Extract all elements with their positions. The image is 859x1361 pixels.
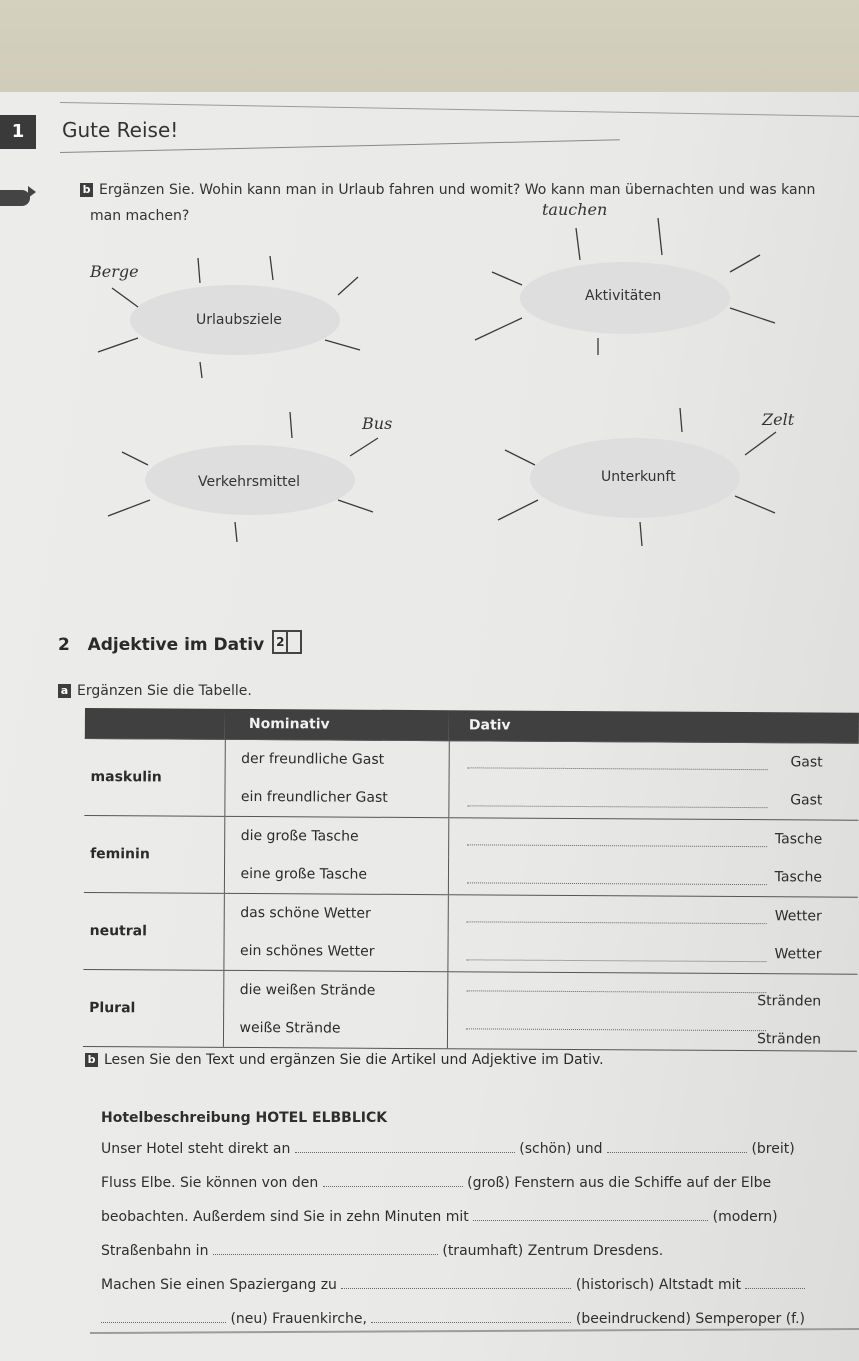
dativ-cell[interactable]	[447, 972, 857, 1013]
mindmap-verkehrsmittel-label: Verkehrsmittel	[198, 474, 301, 490]
example-berge: Berge	[90, 262, 139, 281]
ray	[730, 255, 760, 272]
gender-label: Plural	[83, 969, 223, 1047]
ray	[235, 522, 237, 542]
answer-blank[interactable]	[473, 1208, 708, 1221]
text-fragment: (historisch) Altstadt mit	[575, 1277, 741, 1293]
dativ-cell[interactable]	[448, 856, 858, 897]
answer-blank[interactable]	[466, 868, 766, 885]
answer-blank[interactable]	[467, 791, 767, 808]
ray	[198, 258, 200, 283]
instruction-line2: man machen?	[90, 208, 190, 224]
ray	[505, 450, 535, 465]
answer-blank[interactable]	[295, 1140, 515, 1153]
ray	[200, 362, 202, 378]
table-row	[84, 815, 858, 858]
answer-blank[interactable]	[466, 976, 766, 993]
gender-label: neutral	[83, 892, 223, 970]
task-b2-instruction	[85, 1052, 604, 1068]
nominativ-cell: der freundliche Gast	[225, 739, 449, 779]
task-a-instruction	[58, 683, 252, 699]
dativ-noun: Stränden	[757, 993, 822, 1010]
mindmap-unterkunft-label: Unterkunft	[601, 469, 676, 485]
nominativ-cell: das schöne Wetter	[224, 893, 448, 933]
text-fragment: Fluss Elbe. Sie können von den	[101, 1175, 319, 1191]
ray	[730, 308, 775, 323]
dativ-noun: Tasche	[774, 869, 823, 886]
dativ-noun: Tasche	[774, 831, 823, 848]
ray	[270, 256, 273, 280]
text-line	[101, 1208, 859, 1242]
task-letter-badge: b	[85, 1053, 98, 1067]
text-line	[101, 1174, 859, 1208]
answer-blank[interactable]	[466, 1014, 766, 1031]
text-fragment: Machen Sie einen Spaziergang zu	[101, 1277, 337, 1293]
ray	[108, 500, 150, 516]
example-bus: Bus	[362, 414, 393, 433]
task-b2-text: Lesen Sie den Text und ergänzen Sie die Artikel und Adjektive im Dativ.	[104, 1052, 604, 1068]
ray	[350, 438, 378, 456]
dativ-noun: Stränden	[756, 1031, 822, 1048]
text-fragment: Unser Hotel steht direkt an	[101, 1141, 291, 1157]
table-row	[84, 892, 858, 935]
mindmap-rays	[0, 0, 859, 600]
dativ-noun: Wetter	[774, 946, 822, 963]
section-title: Gute Reise!	[62, 118, 179, 142]
answer-blank[interactable]	[607, 1140, 747, 1153]
answer-blank[interactable]	[341, 1276, 571, 1289]
nominativ-cell: ein schönes Wetter	[223, 932, 447, 972]
answer-blank[interactable]	[467, 753, 767, 770]
dativ-cell[interactable]	[448, 818, 858, 859]
answer-blank[interactable]	[745, 1276, 805, 1289]
text-fragment: (groß) Fenstern aus die Schiffe auf der Elbe	[467, 1175, 772, 1191]
text-fragment: (beeindruckend) Semperoper (f.)	[575, 1311, 805, 1327]
dativ-noun: Wetter	[774, 908, 822, 925]
text-fragment: (schön) und	[519, 1141, 603, 1157]
table-header-nominativ: Nominativ	[225, 709, 449, 741]
section2-title: Adjektive im Dativ	[87, 635, 265, 655]
text-fragment: Straßenbahn in	[101, 1243, 209, 1259]
hotel-text	[101, 1110, 859, 1344]
ray	[112, 288, 138, 307]
ray	[658, 218, 662, 255]
example-zelt: Zelt	[762, 410, 795, 429]
ray	[492, 272, 522, 285]
ray	[640, 522, 642, 546]
ray	[290, 412, 292, 438]
nominativ-cell: die weißen Strände	[223, 970, 447, 1010]
text-fragment: (traumhaft) Zentrum Dresdens.	[442, 1243, 664, 1259]
nominativ-cell: eine große Tasche	[224, 855, 448, 895]
book-ref-icon	[272, 630, 302, 654]
dativ-cell[interactable]	[449, 741, 859, 782]
nominativ-cell: weiße Strände	[223, 1009, 447, 1049]
section2-number: 2	[58, 635, 70, 655]
answer-blank[interactable]	[466, 945, 766, 962]
text-fragment: beobachten. Außerdem sind Sie in zehn Minuten mit	[101, 1209, 469, 1225]
dativ-cell[interactable]	[447, 933, 857, 974]
answer-blank[interactable]	[213, 1242, 438, 1255]
book-ref-number: 2	[276, 635, 285, 649]
task-letter-badge: a	[58, 684, 71, 698]
section2-heading	[58, 630, 302, 655]
ray	[680, 408, 682, 432]
ray	[475, 318, 522, 340]
text-line	[101, 1310, 859, 1344]
task-letter-badge: b	[80, 183, 93, 197]
text-fragment: (breit)	[751, 1141, 795, 1157]
dativ-cell[interactable]	[448, 895, 858, 936]
table-row	[85, 738, 859, 781]
dativ-noun: Gast	[790, 792, 823, 809]
ray	[122, 452, 148, 465]
table-header-empty	[85, 708, 225, 739]
ray	[735, 496, 775, 513]
ray	[338, 277, 358, 295]
text-fragment: (neu) Frauenkirche,	[230, 1311, 367, 1327]
nominativ-cell: ein freundlicher Gast	[224, 778, 448, 818]
text-line	[101, 1242, 859, 1276]
gender-label: maskulin	[84, 738, 224, 816]
example-tauchen: tauchen	[542, 200, 608, 219]
instruction-line1: Ergänzen Sie. Wohin kann man in Urlaub fahren und womit? Wo kann man übernachten und was kann	[99, 182, 816, 198]
section-number: 1	[0, 115, 36, 149]
text-line	[101, 1276, 859, 1310]
ray	[325, 340, 360, 350]
answer-blank[interactable]	[371, 1310, 571, 1323]
answer-blank[interactable]	[467, 830, 767, 847]
mindmap-urlaubsziele-label: Urlaubsziele	[196, 312, 282, 328]
dativ-table	[83, 708, 859, 1052]
nominativ-cell: die große Tasche	[224, 816, 448, 856]
dativ-noun: Gast	[790, 754, 823, 771]
dativ-cell[interactable]	[447, 1010, 857, 1051]
answer-blank[interactable]	[323, 1174, 463, 1187]
text-fragment: (modern)	[712, 1209, 778, 1225]
gender-label: feminin	[84, 815, 224, 893]
ray	[498, 500, 538, 520]
text-line	[101, 1140, 859, 1174]
ray	[576, 228, 580, 260]
table-header-dativ: Dativ	[449, 710, 859, 743]
mindmap-aktivitaeten-label: Aktivitäten	[585, 288, 662, 304]
dativ-cell[interactable]	[448, 779, 858, 820]
hotel-text-title: Hotelbeschreibung HOTEL ELBBLICK	[101, 1110, 388, 1126]
answer-blank[interactable]	[101, 1310, 226, 1323]
table-row	[83, 969, 857, 1012]
answer-blank[interactable]	[466, 907, 766, 924]
ray	[745, 432, 776, 455]
ray	[98, 338, 138, 352]
ray	[338, 500, 373, 512]
task-a-text: Ergänzen Sie die Tabelle.	[77, 683, 252, 699]
